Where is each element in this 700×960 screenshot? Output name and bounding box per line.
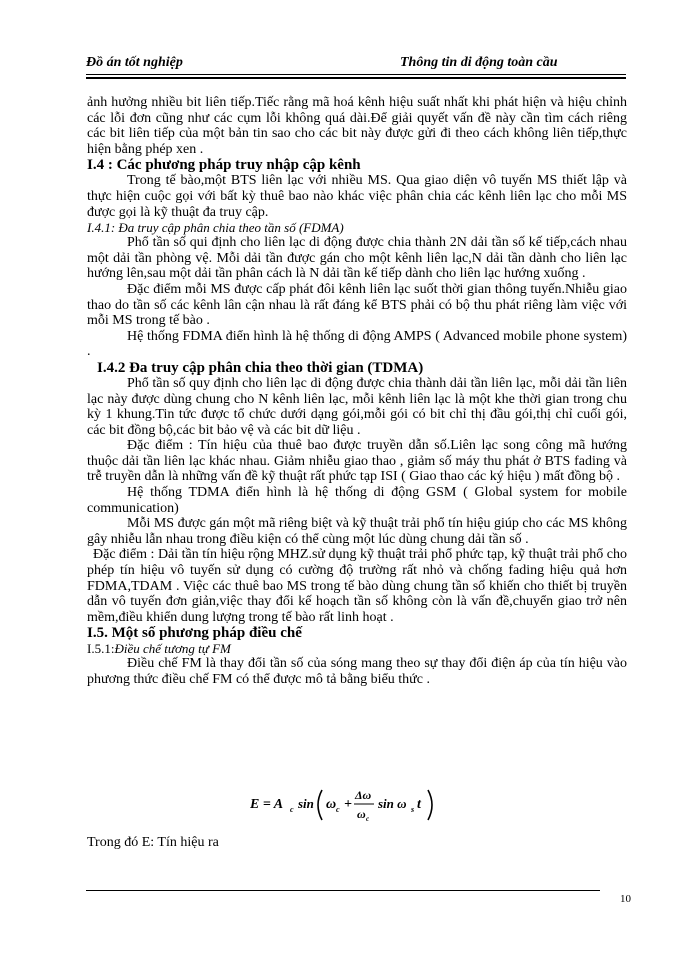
formula-plus: + — [344, 797, 352, 812]
paragraph-cdma-codes: Mỗi MS được gán một mã riêng biệt và kỹ thuật trải phổ tín hiệu giúp cho các MS không gây nhiễu lẫn nhau trong điều kiện có thể cùng một lúc dùng chung dải tần số . — [87, 516, 627, 547]
header-rule-thick — [86, 77, 626, 79]
formula-omega-c-sub: c — [336, 805, 340, 814]
page-number: 10 — [620, 893, 631, 905]
where-clause: Trong đó E: Tín hiệu ra — [87, 835, 219, 850]
paragraph-fdma-features: Đặc điểm mỗi MS được cấp phát đôi kênh liên lạc suốt thời gian thông tuyến.Nhiễu giao thao do tần số các kênh lân cận nhau là rất đáng kể BTS phải có bộ thu phát riêng làm việc với mỗi MS trong tế bào . — [87, 281, 627, 329]
fm-formula — [250, 780, 450, 830]
formula-t: t — [417, 797, 421, 812]
heading-section-1-5-1-title: Điều chế tương tự FM — [114, 641, 231, 657]
paragraph-tdma-features: Đặc điểm : Tín hiệu của thuê bao được truyền dẫn số.Liên lạc song công mã hướng thuộc dải tần liên lạc khác nhau. Giảm nhiễu giao thao , giảm số máy thu phát ở BTS fading và trễ truyền dẫn là những vấn đề kỹ thuật rất phức tạp ISI ( Giao thao các ký hiệu ) mất đồng bộ . — [87, 438, 627, 485]
formula-sub-s: s — [411, 805, 415, 814]
formula-denominator-sub: c — [366, 815, 370, 823]
heading-section-1-5: I.5. Một số phương pháp điều chế — [87, 625, 302, 642]
paragraph-fdma-spectrum: Phổ tần số qui định cho liên lạc di động được chia thành 2N dải tần số kế tiếp,cách nhau một dải tần phòng vệ. Mỗi dải tần được gán cho một kênh liên lạc,N dải tần dành cho liên lạc hướng lên,sau một dải tần phân cách là N dải tần kế tiếp dành cho liên lạc hướng xuống . — [87, 235, 627, 282]
formula-sin: sin — [298, 796, 314, 811]
paragraph-cdma-features: Đặc điểm : Dải tần tín hiệu rộng MHZ.sử dụng kỹ thuật trải phổ phức tạp, kỹ thuật trải phổ cho phép tín hiệu vô tuyến sử dụng có cường độ trường rất nhỏ và chống fading hiệu quả hơn FDMA,TDAM . Việc các thuê bao MS trong tế bào dùng chung tần số khiến cho thiết bị truyền dẫn vô tuyến đơn giản,việc thay đổi kế hoạch tần số không còn là vấn đề,chuyển giao trở nên mềm,điều khiển dung lượng trong tế bào rất linh hoạt . — [87, 547, 627, 625]
heading-section-1-5-1-number: I.5.1: — [87, 641, 115, 657]
formula-sub-c: c — [290, 805, 294, 814]
heading-section-1-4-2: I.4.2 Đa truy cập phân chia theo thời gian (TDMA) — [97, 359, 424, 376]
header-right-title: Thông tin di động toàn cầu — [400, 55, 558, 70]
heading-section-1-4: I.4 : Các phương pháp truy nhập cập kênh — [87, 157, 361, 174]
formula-right-paren — [428, 790, 432, 820]
paragraph-fdma-amps: Hệ thống FDMA điển hình là hệ thống di động AMPS ( Advanced mobile phone system) . — [87, 328, 627, 360]
paragraph-multiple-access: Trong tế bào,một BTS liên lạc với nhiều MS. Qua giao diện vô tuyến MS thiết lập và thực hiện cuộc gọi với bất kỳ thuê bao nào khác việc phân chia các kênh liên lạc cho mỗi MS được gọi là kỹ thuật đa truy cập. — [87, 173, 627, 220]
paragraph-interleaving: ảnh hưởng nhiều bit liên tiếp.Tiếc rằng mã hoá kênh hiệu suất nhất khi phát hiện và hiệu chỉnh các lỗi đơn cũng như các cụm lỗi không quá dài.Để giải quyết vấn đề này cần tìm cách riêng các bit liên tiếp của một bản tin sao cho các bit này được gửi đi theo cách không liên tiếp,thực hiện bằng phép xen . — [87, 95, 627, 157]
formula-lhs: E = A — [250, 797, 284, 812]
heading-section-1-5-1 — [87, 641, 627, 656]
paragraph-tdma-spectrum: Phổ tần số quy định cho liên lạc di động được chia thành dải tần liên lạc, mỗi dải tần liên lạc này được dùng chung cho N kênh liên lạc, mỗi kênh liên lạc là một khe thời gian trong chu kỳ 1 khung.Tin tức được tổ chức dưới dạng gói,mỗi gói có bit chỉ thị đầu gói,thị chỉ cuối gói, các bit đồng bộ,các bit bảo vệ và các bit dữ liệu . — [87, 375, 627, 438]
document-body — [87, 95, 627, 688]
formula-delta-omega: Δω — [355, 788, 372, 802]
header-left-title: Đồ án tốt nghiệp — [86, 55, 183, 70]
formula-sin-omega: sin ω — [378, 796, 407, 811]
formula-omega-c: ω — [326, 797, 337, 812]
footer-rule — [86, 890, 600, 891]
heading-section-1-4-1: I.4.1: Đa truy cập phân chia theo tần số (FDMA) — [87, 220, 344, 236]
paragraph-tdma-gsm: Hệ thống TDMA điển hình là hệ thống di động GSM ( Global system for mobile communication) — [87, 485, 627, 516]
header-rule-thin — [86, 74, 626, 75]
formula-left-paren — [318, 790, 322, 820]
paragraph-fm-definition: Điều chế FM là thay đổi tần số của sóng mang theo sự thay đổi điện áp của tín hiệu vào phương thức điều chế FM có thể được mô tả bằng biểu thức . — [87, 656, 627, 687]
formula-denominator-omega: ω — [357, 807, 366, 821]
